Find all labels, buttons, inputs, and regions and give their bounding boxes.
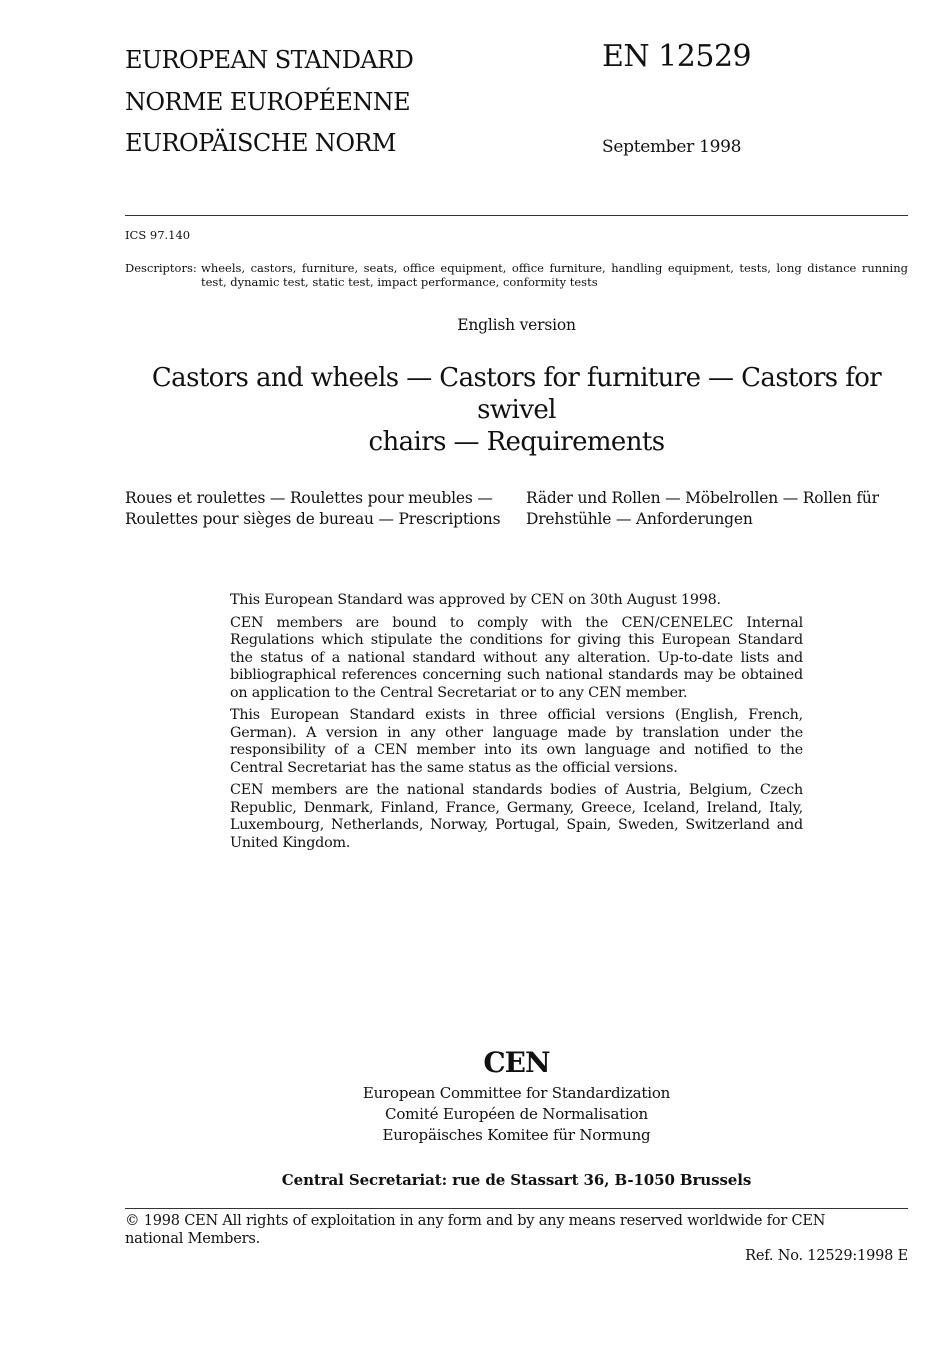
footer-divider xyxy=(125,1208,908,1209)
publication-date: September 1998 xyxy=(602,137,742,157)
version-label: English version xyxy=(457,316,576,334)
descriptors-text: wheels, castors, furniture, seats, office equipment, office furniture, handling equipment, tests, long distance running test, dynamic test, static test, impact performance, conformity tests xyxy=(201,261,908,289)
organization-names xyxy=(125,1083,908,1146)
document-title-line-1: Castors and wheels — Castors for furniture — Castors for swivel xyxy=(151,363,882,425)
german-title-line-1: Räder und Rollen — Möbelrollen — Rollen für xyxy=(526,489,879,507)
header-divider xyxy=(125,215,908,216)
header-line-german: EUROPÄISCHE NORM xyxy=(125,129,396,157)
german-title xyxy=(526,488,916,530)
cen-logo: CEN xyxy=(483,1046,550,1079)
copyright-notice: © 1998 CEN All rights of exploitation in any form and by any means reserved worldwide for CEN national Members. xyxy=(125,1213,826,1247)
header-line-english: EUROPEAN STANDARD xyxy=(125,46,414,74)
organization-name-english: European Committee for Standardization xyxy=(362,1084,671,1102)
members-paragraph: CEN members are the national standards bodies of Austria, Belgium, Czech Republic, Denmark, Finland, France, Germany, Greece, Iceland, Ireland, Italy, Luxembourg, Netherlands, Norway, Portugal, Spain, Sweden, Switzerland and United Kingdom. xyxy=(230,782,803,851)
ics-code: ICS 97.140 xyxy=(125,228,191,242)
document-title-line-2: chairs — Requirements xyxy=(368,427,665,457)
descriptors-label: Descriptors: xyxy=(125,261,197,275)
versions-paragraph: This European Standard exists in three official versions (English, French, German). A version in any other language made by translation under the responsibility of a CEN member into its own language and notified to the Central Secretariat has the same status as the official versions. xyxy=(230,707,803,776)
organization-name-french: Comité Européen de Normalisation xyxy=(385,1105,648,1123)
french-title-line-1: Roues et roulettes — Roulettes pour meubles — xyxy=(125,489,493,507)
german-title-line-2: Drehstühle — Anforderungen xyxy=(526,510,753,528)
descriptors xyxy=(125,261,908,289)
standard-number: EN 12529 xyxy=(602,39,752,74)
french-title-line-2: Roulettes pour sièges de bureau — Prescriptions xyxy=(125,510,501,528)
reference-number: Ref. No. 12529:1998 E xyxy=(745,1248,908,1264)
document-title xyxy=(110,362,923,458)
french-title xyxy=(125,488,515,530)
approval-text-block xyxy=(230,592,803,857)
organization-name-german: Europäisches Komitee für Normung xyxy=(382,1126,651,1144)
compliance-paragraph: CEN members are bound to comply with the CEN/CENELEC Internal Regulations which stipulate the conditions for giving this European Standard the status of a national standard without any alteration. Up-to-date lists and bibliographical references concerning such national standards may be obtained on application to the Central Secretariat or to any CEN member. xyxy=(230,614,803,701)
approval-paragraph: This European Standard was approved by CEN on 30th August 1998. xyxy=(230,592,721,608)
header-line-french: NORME EUROPÉENNE xyxy=(125,88,411,116)
central-secretariat-address: Central Secretariat: rue de Stassart 36, B-1050 Brussels xyxy=(281,1171,752,1189)
